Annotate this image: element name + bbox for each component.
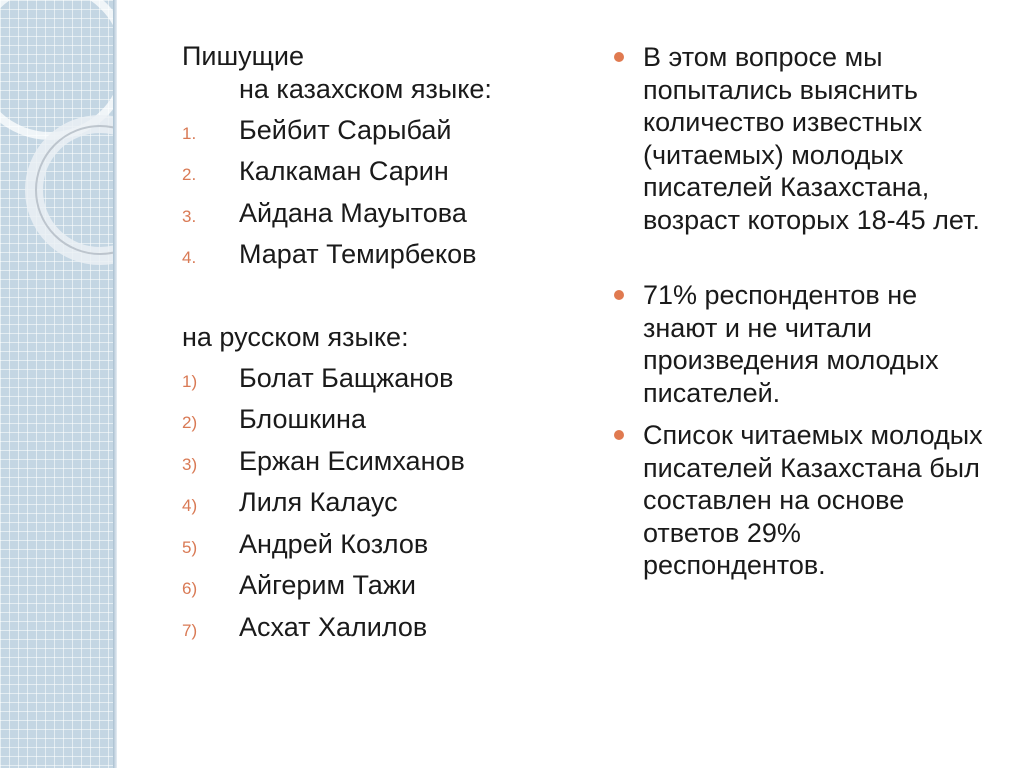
writer-name: Болат Бащжанов (239, 363, 454, 393)
bullet-icon (614, 290, 624, 300)
list-number: 5) (182, 538, 198, 557)
decorative-sidebar (0, 0, 113, 768)
finding-text: В этом вопросе мы попытались выяснить количество известных (читаемых) молодых писателей Казахстана, возраст которых 18-45 лет. (643, 42, 980, 235)
writer-name: Айгерим Тажи (239, 570, 416, 600)
writer-name: Андрей Козлов (239, 529, 429, 559)
bullet-icon (614, 52, 624, 62)
sidebar-edge (113, 0, 117, 768)
list-number: 2) (182, 413, 198, 432)
writer-name: Асхат Халилов (239, 612, 428, 642)
writer-name: Лиля Калаус (239, 487, 398, 517)
writer-name: Калкаман Сарин (239, 156, 449, 186)
list-number: 4. (182, 248, 197, 267)
writer-name: Айдана Мауытова (239, 198, 467, 228)
russian-heading: на русском языке: (182, 322, 409, 352)
bullet-icon (614, 430, 624, 440)
list-number: 4) (182, 496, 198, 515)
finding-text: 71% респондентов не знают и не читали произведения молодых писателей. (643, 280, 939, 408)
list-number: 6) (182, 579, 198, 598)
list-number: 2. (182, 165, 197, 184)
writer-name: Ержан Есимханов (239, 446, 465, 476)
list-number: 1. (182, 124, 197, 143)
list-number: 1) (182, 372, 198, 391)
writer-name: Бейбит Сарыбай (239, 115, 452, 145)
list-number: 3. (182, 207, 197, 226)
list-number: 3) (182, 455, 198, 474)
kazakh-heading-line1: Пишущие (182, 41, 304, 71)
finding-text: Список читаемых молодых писателей Казахстана был составлен на основе ответов 29% респондентов. (643, 420, 983, 580)
kazakh-heading-line2: на казахском языке: (239, 74, 492, 104)
writer-name: Блошкина (239, 404, 366, 434)
writer-name: Марат Темирбеков (239, 239, 477, 269)
list-number: 7) (182, 621, 198, 640)
